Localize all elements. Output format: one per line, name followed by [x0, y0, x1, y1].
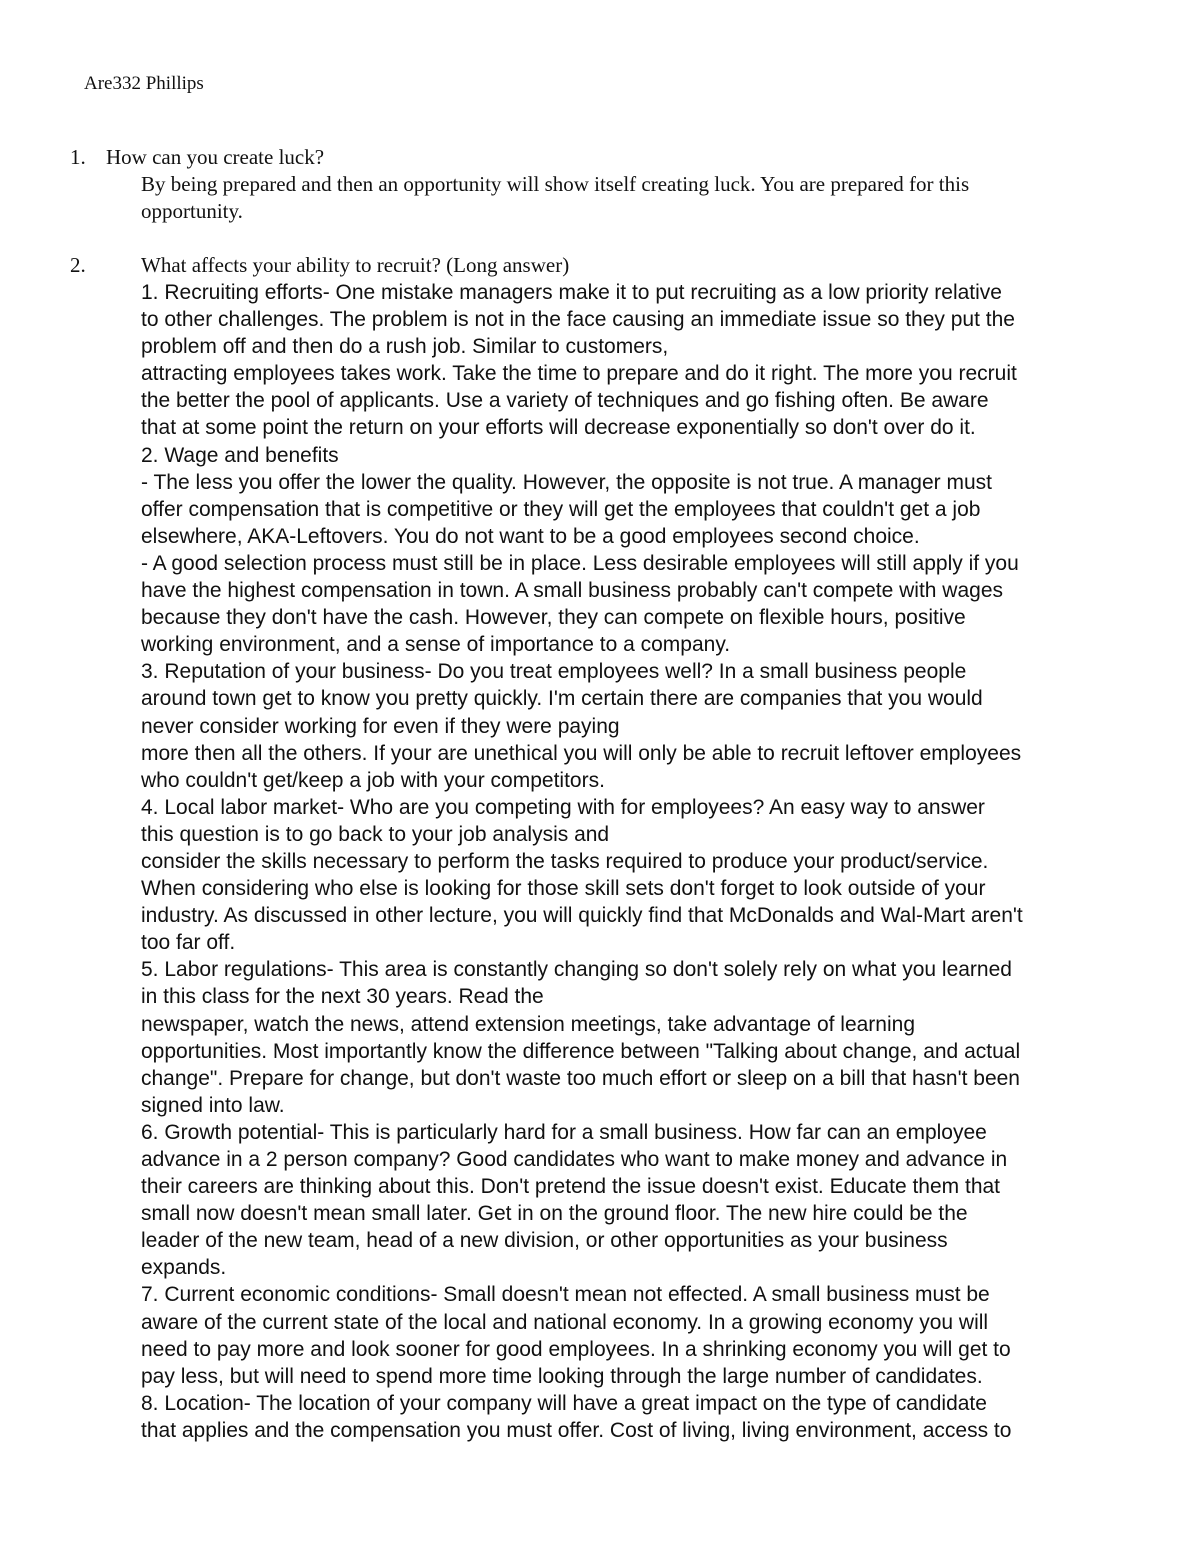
question-1-answer: [141, 171, 1101, 225]
answer-line: in this class for the next 30 years. Read the: [141, 985, 544, 1009]
answer-line: have the highest compensation in town. A small business probably can't compete with wages: [141, 579, 1004, 603]
answer-line: advance in a 2 person company? Good candidates who want to make money and advance in: [141, 1148, 1008, 1171]
answer-line: never consider working for even if they were paying: [141, 714, 620, 738]
answer-line: attracting employees takes work. Take the time to prepare and do it right. The more you recruit: [141, 362, 1017, 386]
question-1-number: 1.: [70, 145, 86, 169]
answer-line: too far off.: [141, 931, 236, 955]
answer-line: When considering who else is looking for those skill sets don't forget to look outside of your: [141, 877, 986, 901]
answer-line: around town get to know you pretty quickly. I'm certain there are companies that you would: [141, 687, 983, 711]
answer-line: need to pay more and look sooner for good employees. In a shrinking economy you will get to: [141, 1337, 1011, 1361]
answer-line: 3. Reputation of your business- Do you treat employees well? In a small business people: [141, 660, 967, 684]
answer-line: opportunity.: [141, 199, 243, 223]
answer-line: more then all the others. If your are unethical you will only be able to recruit leftover employees: [141, 741, 1022, 765]
answer-line: 7. Current economic conditions- Small doesn't mean not effected. A small business must be: [141, 1283, 990, 1307]
answer-line: working environment, and a sense of importance to a company.: [141, 633, 731, 657]
answer-line: to other challenges. The problem is not in the face causing an immediate issue so they put the: [141, 308, 1015, 332]
answer-line: consider the skills necessary to perform the tasks required to produce your product/service.: [141, 849, 989, 873]
answer-line: that applies and the compensation you must offer. Cost of living, living environment, access to: [141, 1418, 1012, 1442]
answer-line: signed into law.: [141, 1093, 285, 1117]
answer-line: elsewhere, AKA-Leftovers. You do not want to be a good employees second choice.: [141, 524, 920, 548]
answer-line: expands.: [141, 1256, 227, 1280]
answer-line: offer compensation that is competitive or they will get the employees that couldn't get a job: [141, 497, 981, 521]
answer-line: 8. Location- The location of your company will have a great impact on the type of candidate: [141, 1391, 987, 1415]
answer-line: this question is to go back to your job analysis and: [141, 822, 610, 846]
answer-line: who couldn't get/keep a job with your competitors.: [141, 768, 605, 792]
answer-line: newspaper, watch the news, attend extension meetings, take advantage of learning: [141, 1012, 916, 1036]
answer-line: problem off and then do a rush job. Similar to customers,: [141, 335, 669, 359]
answer-line: opportunities. Most importantly know the difference between "Talking about change, and actual: [141, 1039, 1021, 1063]
answer-line: that at some point the return on your efforts will decrease exponentially so don't over do it.: [141, 416, 976, 440]
question-2-text: What affects your ability to recruit? (Long answer): [141, 253, 570, 277]
answer-line: - The less you offer the lower the quality. However, the opposite is not true. A manager must: [141, 470, 992, 494]
answer-line: their careers are thinking about this. Don't pretend the issue doesn't exist. Educate them that: [141, 1175, 1001, 1199]
answer-line: pay less, but will need to spend more time looking through the large number of candidates.: [141, 1364, 983, 1388]
answer-line: - A good selection process must still be in place. Less desirable employees will still apply if you: [141, 551, 1019, 575]
answer-line: small now doesn't mean small later. Get in on the ground floor. The new hire could be the: [141, 1202, 968, 1226]
question-2-answer: [141, 279, 1141, 1444]
answer-line: 6. Growth potential- This is particularly hard for a small business. How far can an employee: [141, 1120, 987, 1144]
answer-line: change". Prepare for change, but don't waste too much effort or sleep on a bill that hasn't been: [141, 1066, 1020, 1090]
answer-line: By being prepared and then an opportunity will show itself creating luck. You are prepared for this: [141, 172, 970, 196]
question-2-number: 2.: [70, 253, 86, 277]
answer-line: leader of the new team, head of a new division, or other opportunities as your business: [141, 1229, 948, 1253]
answer-line: 5. Labor regulations- This area is constantly changing so don't solely rely on what you learned: [141, 958, 1012, 982]
answer-line: 4. Local labor market- Who are you competing with for employees? An easy way to answer: [141, 795, 985, 819]
answer-line: aware of the current state of the local and national economy. In a growing economy you will: [141, 1310, 989, 1334]
document-header: Are332 Phillips: [84, 73, 204, 94]
question-1-text: How can you create luck?: [106, 145, 325, 169]
answer-line: because they don't have the cash. However, they can compete on flexible hours, positive: [141, 606, 966, 630]
answer-line: 1. Recruiting efforts- One mistake managers make it to put recruiting as a low priority relative: [141, 281, 1002, 304]
answer-line: industry. As discussed in other lecture, you will quickly find that McDonalds and Wal-Mart aren't: [141, 904, 1023, 928]
answer-line: 2. Wage and benefits: [141, 443, 339, 467]
answer-line: the better the pool of applicants. Use a variety of techniques and go fishing often. Be aware: [141, 389, 989, 413]
